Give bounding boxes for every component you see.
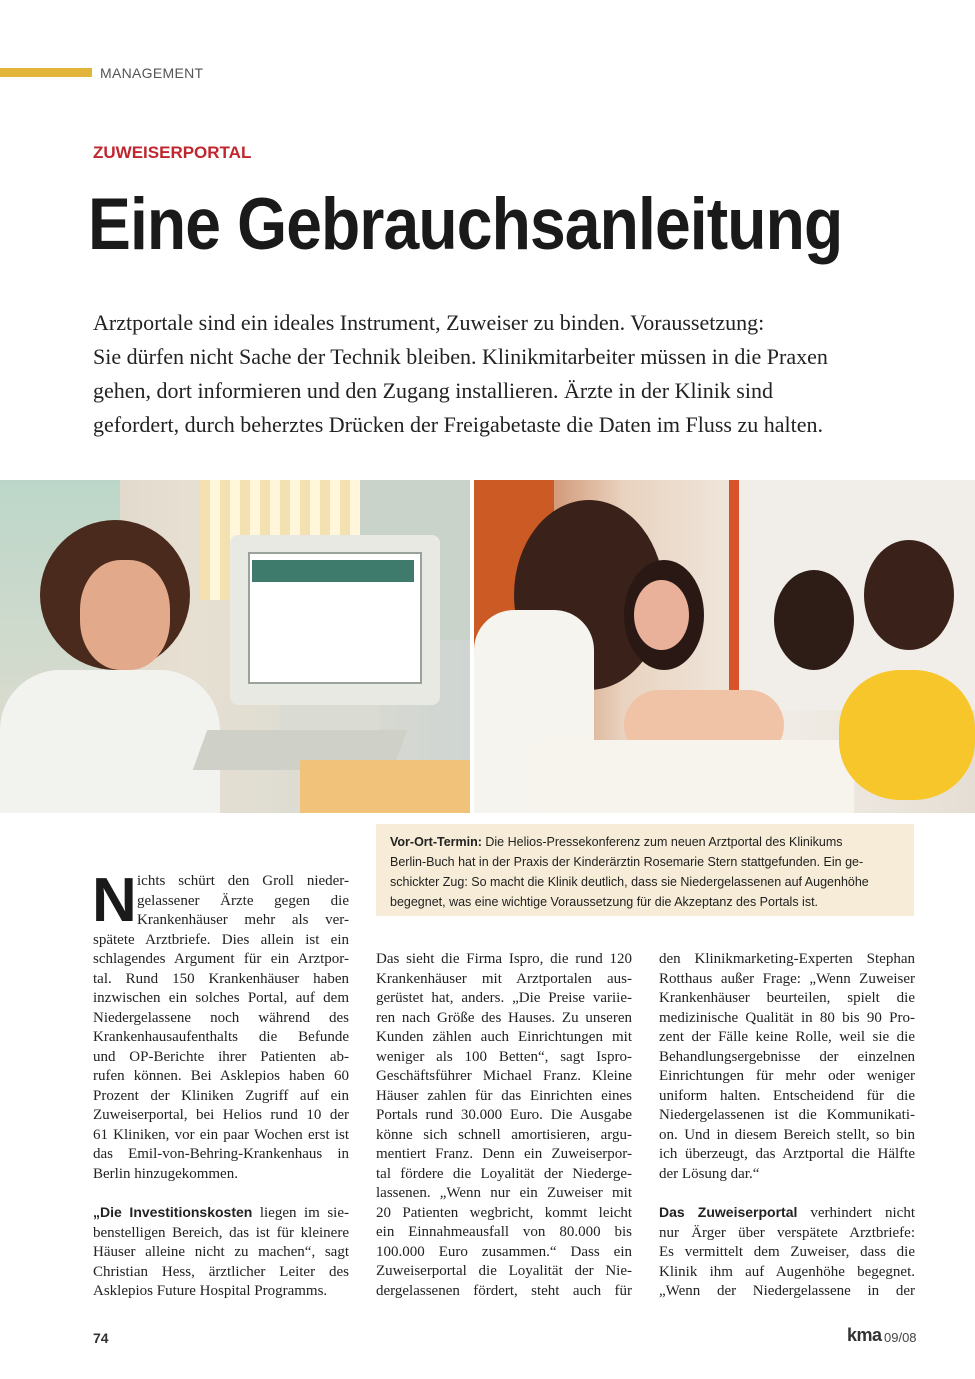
text-line: 61 Kliniken, vor ein paar Wochen erst ist xyxy=(93,1126,349,1143)
text-line: den Klinikmarketing-Experten Stephan xyxy=(659,951,915,967)
text-line: medizinische Qualität in 80 bis 90 Pro- xyxy=(659,1009,915,1026)
text-line: Häuser zahlen für das Einrichten eines xyxy=(376,1087,632,1104)
text-line: lassenen. „Wenn nur ein Zuweiser mit xyxy=(376,1185,632,1201)
issue-number: 09/08 xyxy=(884,1330,917,1345)
text-line: schlagendes Argument für ein Arztpor- xyxy=(93,951,349,967)
text-line: on. Und in diesem Bereich stellt, so bin xyxy=(659,1126,915,1143)
text-line: 100.000 Euro zusammen.“ Dass ein xyxy=(376,1243,632,1260)
body-column-1 xyxy=(92,866,349,1302)
text-line: Einrichtungen für mehr oder weniger xyxy=(659,1068,915,1084)
caption-line: Berlin-Buch hat in der Praxis der Kinderärztin Rosemarie Stern stattgefunden. Ein ge- xyxy=(390,855,864,869)
text-line: gerüstet hat, anders. „Die Preise variie- xyxy=(376,990,632,1006)
article-headline: Eine Gebrauchsanleitung xyxy=(88,184,843,265)
text-line: mentiert Franz. Denn ein Zuweiserpor- xyxy=(376,1146,632,1162)
page-number: 74 xyxy=(93,1330,109,1346)
photo-doctor-at-computer xyxy=(0,480,470,813)
intro-line: gefordert, durch beherztes Drücken der Freigabetaste die Daten im Fluss zu halten. xyxy=(93,412,824,437)
intro-line: Arztportale sind ein ideales Instrument, Zuweiser zu binden. Voraussetzung: xyxy=(93,310,765,335)
paragraph-lead-in: Das Zuweiserportal xyxy=(659,1204,798,1220)
caption-text xyxy=(390,832,890,912)
body-column-3 xyxy=(659,950,915,1302)
text-line: ren nach Größe des Hauses. Zu unseren xyxy=(376,1009,632,1026)
text-line: Berlin hinzugekommen. xyxy=(93,1165,238,1182)
text-line: tal. Rund 150 Krankenhäuser haben xyxy=(93,970,349,987)
paragraph xyxy=(659,950,915,1184)
photo-caption xyxy=(376,824,914,916)
section-accent-bar xyxy=(0,68,92,77)
paragraph-lead-in: „Die Investitionskosten xyxy=(93,1204,253,1220)
text-line: Niedergelassenen ist die Kommunikati- xyxy=(659,1107,915,1123)
text-line: weniger als 100 Betten“, sagt Ispro- xyxy=(376,1048,632,1065)
text-line: ich überzeugt, das Arztportal die Hälfte xyxy=(659,1146,915,1162)
paragraph xyxy=(93,1203,349,1302)
text-line: 20 Patienten wegbricht, kommt leicht xyxy=(376,1204,632,1221)
text-line: Rotthaus außer Frage: „Wenn Zuweiser xyxy=(659,970,915,987)
text-line: Krankenhausaufenthalts die Befunde xyxy=(93,1029,349,1045)
text-line: Das Zuweiserportal verhindert nicht xyxy=(659,1204,915,1221)
text-line: rufen können. Bei Asklepios haben 60 xyxy=(93,1068,349,1084)
text-line: Christian Hess, ärztlicher Leiter des xyxy=(93,1263,349,1280)
text-line: tal fördere die Loyalität der Niederge- xyxy=(376,1165,632,1182)
text-line: Geschäftsführer Michael Franz. Kleine xyxy=(376,1068,632,1084)
photo-doctor-with-mother-and-baby xyxy=(474,480,975,813)
text-line: benstelligen Bereich, das ist für kleinere xyxy=(93,1224,349,1241)
text-line: Prozent der Kliniken Zugriff auf ein xyxy=(93,1087,349,1104)
paragraph xyxy=(92,866,349,1184)
dropcap: N xyxy=(92,866,137,935)
text-line: dergelassenen fördert, steht auch für xyxy=(376,1282,632,1299)
body-column-2 xyxy=(376,950,632,1301)
intro-line: gehen, dort informieren und den Zugang installieren. Ärzte in der Klinik sind xyxy=(93,378,773,403)
paragraph xyxy=(659,1203,915,1302)
text-line: ein Einnahmeausfall von 80.000 bis xyxy=(376,1224,632,1240)
text-line: Niedergelassene noch während des xyxy=(93,1009,349,1026)
text-line: zent der Fälle keine Rolle, weil sie die xyxy=(659,1029,915,1045)
section-label: MANAGEMENT xyxy=(100,65,204,81)
caption-lead: Vor-Ort-Termin: xyxy=(390,835,482,849)
text-line: Es vermittelt dem Zuweiser, dass die xyxy=(659,1244,915,1260)
text-line: Das sieht die Firma Ispro, die rund 120 xyxy=(376,951,632,967)
intro-line: Sie dürfen nicht Sache der Technik bleiben. Klinikmitarbeiter müssen in die Praxen xyxy=(93,344,828,369)
text-line: Asklepios Future Hospital Programms. xyxy=(93,1283,328,1299)
text-line: das Emil-von-Behring-Krankenhaus in xyxy=(93,1146,349,1162)
text-line: inzwischen ein solches Portal, auf dem xyxy=(93,990,349,1006)
text-line: Krankenhäuser mit Arztportalen aus- xyxy=(376,970,632,987)
brand-logo: kma xyxy=(847,1325,882,1345)
text-line: Klinik ihm auf Augenhöhe begegnet. xyxy=(659,1263,915,1280)
text-line: Zuweiserportal die Loyalität der Nie- xyxy=(376,1263,632,1279)
text-line: „Wenn der Niedergelassene in der xyxy=(659,1283,915,1299)
text-line: könne sich schnell amortisieren, argu- xyxy=(376,1126,632,1143)
text-line: nur Ärger über verspätete Arztbriefe: xyxy=(659,1224,915,1241)
text-line: Kunden zählen auch Einrichtungen mit xyxy=(376,1029,632,1045)
article-intro xyxy=(93,306,923,442)
text-line: uniform halten. Entscheidend für die xyxy=(659,1087,915,1104)
text-line: Zuweiserportal, bei Helios rund 10 der xyxy=(93,1107,349,1123)
text-line: Portals rund 30.000 Euro. Die Ausgabe xyxy=(376,1107,632,1123)
text-line: spätete Arztbriefe. Dies allein ist ein xyxy=(93,931,349,948)
text-line: Krankenhäuser mehr als ver- xyxy=(137,912,349,928)
caption-line: Die Helios-Pressekonferenz zum neuen Arztportal des Klinikums xyxy=(481,835,843,849)
text-line: der Lösung dar.“ xyxy=(659,1165,760,1182)
text-line: Häuser alleine nicht zu machen“, sagt xyxy=(93,1244,349,1260)
paragraph xyxy=(376,950,632,1301)
text-line: „Die Investitionskosten liegen im sie- xyxy=(93,1204,349,1221)
text-line: und OP-Berichte ihrer Patienten ab- xyxy=(93,1048,349,1065)
text-line: Behandlungsergebnisse der einzelnen xyxy=(659,1048,915,1065)
text-line: Krankenhäuser beurteilen, spielt die xyxy=(659,990,915,1006)
caption-line: begegnet, was eine wichtige Voraussetzung für die Akzeptanz des Portals ist. xyxy=(390,895,819,909)
text-line: ichts schürt den Groll nieder- xyxy=(137,873,349,889)
caption-line: schickter Zug: So macht die Klinik deutlich, dass sie Niedergelassenen auf Augenhöhe xyxy=(390,875,869,889)
text-line: gelassener Ärzte gegen die xyxy=(137,892,349,909)
article-kicker: ZUWEISERPORTAL xyxy=(93,143,252,162)
